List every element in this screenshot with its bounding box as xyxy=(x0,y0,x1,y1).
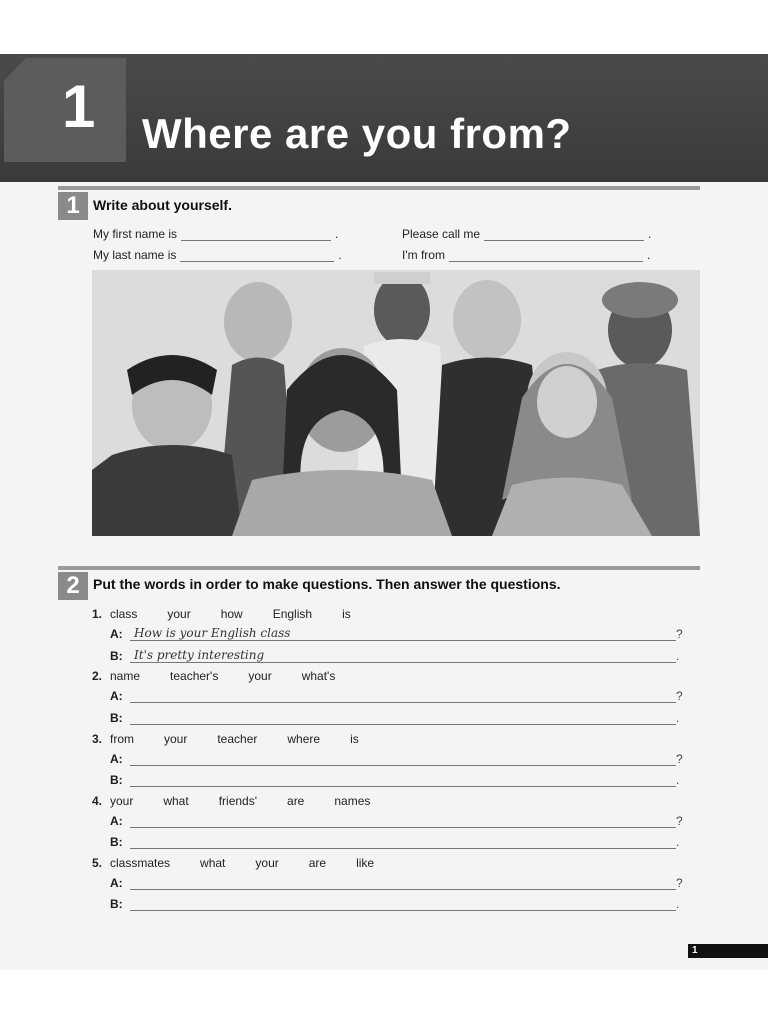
first-name-input[interactable] xyxy=(181,229,331,241)
answer-1-b: B: It's pretty interesting . xyxy=(110,648,680,663)
unit-header xyxy=(0,54,768,182)
from-field: I'm from . xyxy=(402,248,651,262)
section-1-title: Write about yourself. xyxy=(93,197,232,213)
question-1: 1. class your how English is xyxy=(92,607,381,621)
answer-1-a-input[interactable]: How is your English class xyxy=(130,626,676,641)
answer-3-a-input[interactable] xyxy=(130,751,676,766)
question-5: 5. classmates what your are like xyxy=(92,856,404,870)
answer-4-b-input[interactable] xyxy=(130,834,676,849)
answer-4-b: B: . xyxy=(110,835,680,849)
question-1-words: class your how English is xyxy=(110,607,351,621)
workbook-page xyxy=(0,54,768,970)
answer-3-b-input[interactable] xyxy=(130,772,676,787)
first-name-label: My first name is xyxy=(93,227,178,241)
call-me-field: Please call me . xyxy=(402,227,652,241)
last-name-label: My last name is xyxy=(93,248,177,262)
answer-5-b-input[interactable] xyxy=(130,896,676,911)
section-2-title: Put the words in order to make questions. Then answer the questions. xyxy=(93,576,561,592)
last-name-field: My last name is . xyxy=(93,248,342,262)
call-me-input[interactable] xyxy=(484,229,644,241)
answer-4-a: A: ? xyxy=(110,814,683,828)
answer-2-a: A: ? xyxy=(110,689,683,703)
question-3: 3. from your teacher where is xyxy=(92,732,389,746)
people-illustration xyxy=(92,270,700,536)
answer-3-a: A: ? xyxy=(110,752,683,766)
section-2-number: 2 xyxy=(58,572,88,600)
first-name-field: My first name is . xyxy=(93,227,339,241)
answer-5-a-input[interactable] xyxy=(130,875,676,890)
answer-5-a: A: ? xyxy=(110,876,683,890)
from-input[interactable] xyxy=(449,250,643,262)
question-5-words: classmates what your are like xyxy=(110,856,375,870)
section-1-bar xyxy=(58,186,700,190)
unit-title: Where are you from? xyxy=(142,110,572,157)
answer-4-a-input[interactable] xyxy=(130,813,676,828)
unit-number: 1 xyxy=(62,73,96,140)
question-2-words: name teacher's your what's xyxy=(110,669,336,683)
answer-1-b-input[interactable]: It's pretty interesting xyxy=(130,648,676,663)
question-3-words: from your teacher where is xyxy=(110,732,359,746)
answer-2-a-input[interactable] xyxy=(130,688,676,703)
answer-5-b: B: . xyxy=(110,897,680,911)
question-4-words: your what friends' are names xyxy=(110,794,371,808)
answer-2-b: B: . xyxy=(110,711,680,725)
question-2: 2. name teacher's your what's xyxy=(92,669,365,683)
answer-2-b-input[interactable] xyxy=(130,710,676,725)
question-4: 4. your what friends' are names xyxy=(92,794,400,808)
section-1-number: 1 xyxy=(58,192,88,220)
answer-3-b: B: . xyxy=(110,773,680,787)
last-name-input[interactable] xyxy=(180,250,334,262)
call-me-label: Please call me xyxy=(402,227,481,241)
page-number: 1 xyxy=(688,944,768,958)
section-2-bar xyxy=(58,566,700,570)
answer-1-a: A: How is your English class ? xyxy=(110,626,683,641)
people-photo xyxy=(92,270,700,536)
from-label: I'm from xyxy=(402,248,445,262)
